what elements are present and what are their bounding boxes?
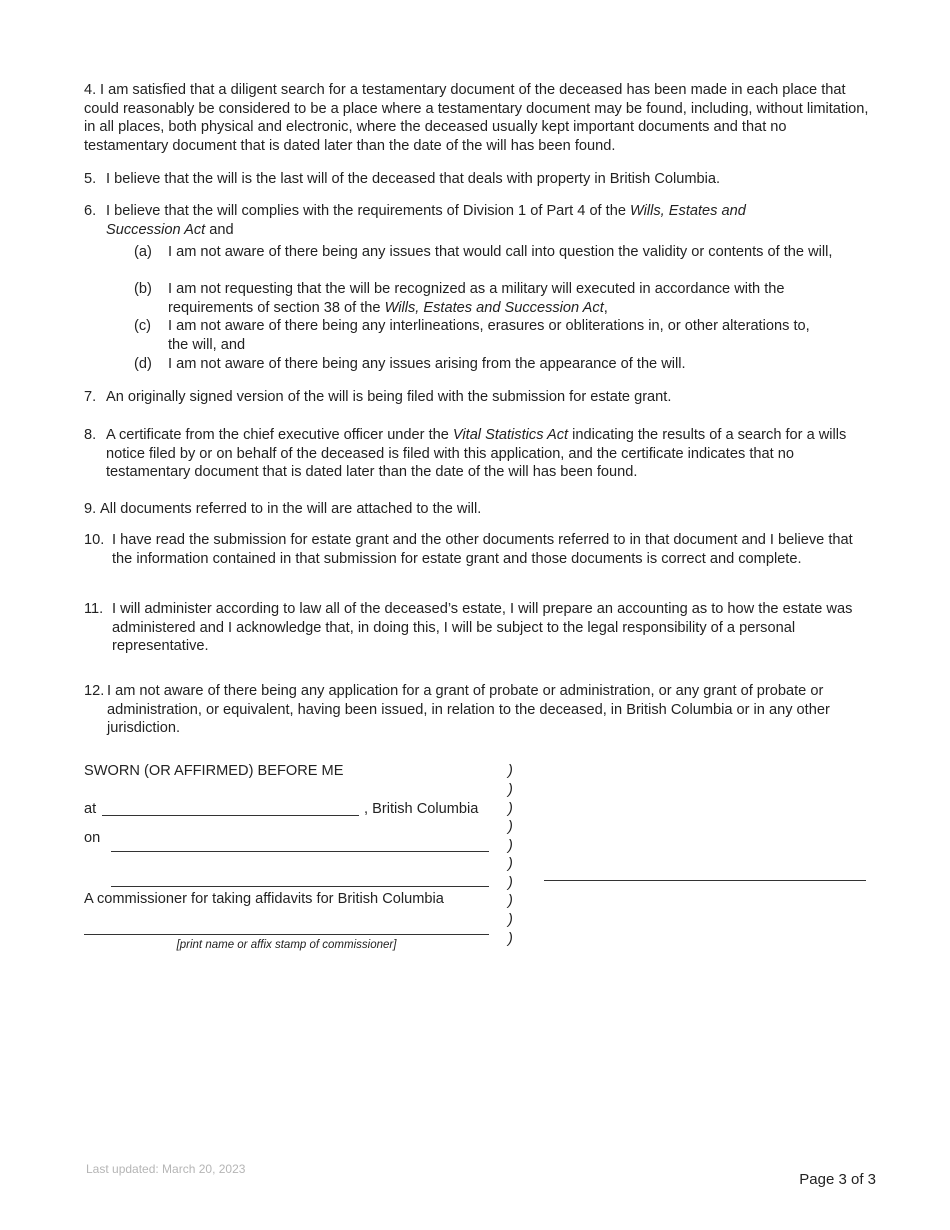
subitem-text: I am not aware of there being any interlineations, erasures or obliterations in, or other alterations to, the will, and [168,318,810,353]
paragraph-number: 9. [84,501,97,517]
paragraph-number: 5. [84,171,97,187]
paragraph-9 [84,500,874,519]
paragraph-text: I am satisfied that a diligent search for a testamentary document of the deceased has been made in each place that could reasonably be considered to be a place where a testamentary document may be found, including, without limitation, in all places, both physical and electronic, where the deceased usually kept important documents and that no testamentary document that is dated later than the date of the will has been found. [84,82,869,154]
place-line[interactable] [102,815,359,816]
commissioner-label: A commissioner for taking affidavits for British Columbia [84,891,444,907]
paragraph-number: 11. [84,601,104,617]
paragraph-text: I will administer according to law all of the deceased’s estate, I will prepare an accounting as to how the estate was administered and I acknowledge that, in doing this, I will be subject to the legal responsibility of a personal representative. [112,601,853,655]
paragraph-number: 4. [84,82,97,98]
paragraph-number: 12. [84,683,105,699]
paragraph-6 [84,202,874,239]
paragraph-text: I believe that the will complies with the requirements of Division 1 of Part 4 of the Wills, Estates and Succession Act and [106,203,746,238]
subitem-label: (b) [134,281,152,297]
paragraph-number: 6. [84,203,97,219]
paragraph-8 [84,426,874,482]
commissioner-name-line[interactable] [84,934,489,935]
paragraph-number: 10. [84,532,105,548]
at-label: at [84,801,97,817]
subitem-label: (a) [134,244,152,260]
paragraph-text: I believe that the will is the last will of the deceased that deals with property in British Columbia. [106,171,721,187]
bracket-mark: ) [508,875,513,891]
bracket-mark: ) [508,801,513,817]
subitem-text: I am not requesting that the will be recognized as a military will executed in accordance with the requirements of section 38 of the Wills, Estates and Succession Act, [168,281,785,316]
page-number: Page 3 of 3 [799,1171,876,1188]
on-label: on [84,830,101,846]
paragraph-12 [84,682,874,738]
paragraph-number: 7. [84,389,97,405]
last-updated: Last updated: March 20, 2023 [86,1162,246,1176]
date-line[interactable] [111,851,489,852]
paragraph-7 [84,388,874,407]
paragraph-text: I have read the submission for estate grant and the other documents referred to in that document and I believe that the information contained in that submission for estate grant and those documents is correct and complete. [112,532,853,567]
deponent-signature-line[interactable] [544,880,866,881]
commissioner-signature-line[interactable] [111,886,489,887]
paragraph-10 [84,531,874,568]
british-columbia-label: , British Columbia [364,801,479,817]
bracket-mark: ) [508,931,513,947]
bracket-mark: ) [508,912,513,928]
paragraph-text: All documents referred to in the will are attached to the will. [100,501,482,517]
sworn-heading: SWORN (OR AFFIRMED) BEFORE ME [84,763,344,779]
paragraph-text: A certificate from the chief executive officer under the Vital Statistics Act indicating the results of a search for a wills notice filed by or on behalf of the deceased is filed with this application, and the certificate indicates that no testamentary document that is dated later than the date of the will has been found. [106,427,847,481]
bracket-mark: ) [508,856,513,872]
paragraph-number: 8. [84,427,97,443]
subitem-label: (d) [134,356,152,372]
subitem-label: (c) [134,318,152,334]
subitem-text: I am not aware of there being any issues arising from the appearance of the will. [168,356,686,372]
bracket-mark: ) [508,763,513,779]
paragraph-11 [84,600,874,656]
bracket-mark: ) [508,893,513,909]
paragraph-text: An originally signed version of the will is being filed with the submission for estate grant. [106,389,672,405]
paragraph-5 [84,170,874,189]
stamp-note: [print name or affix stamp of commissioner] [176,939,397,951]
bracket-mark: ) [508,838,513,854]
paragraph-text: I am not aware of there being any application for a grant of probate or administration, or any grant of probate or administration, or equivalent, having been issued, in relation to the deceased, in British Columbia or in any other jurisdiction. [107,683,830,737]
paragraph-4 [84,81,874,155]
bracket-mark: ) [508,819,513,835]
bracket-mark: ) [508,782,513,798]
subitem-text: I am not aware of there being any issues that would call into question the validity or contents of the will, [168,244,833,260]
